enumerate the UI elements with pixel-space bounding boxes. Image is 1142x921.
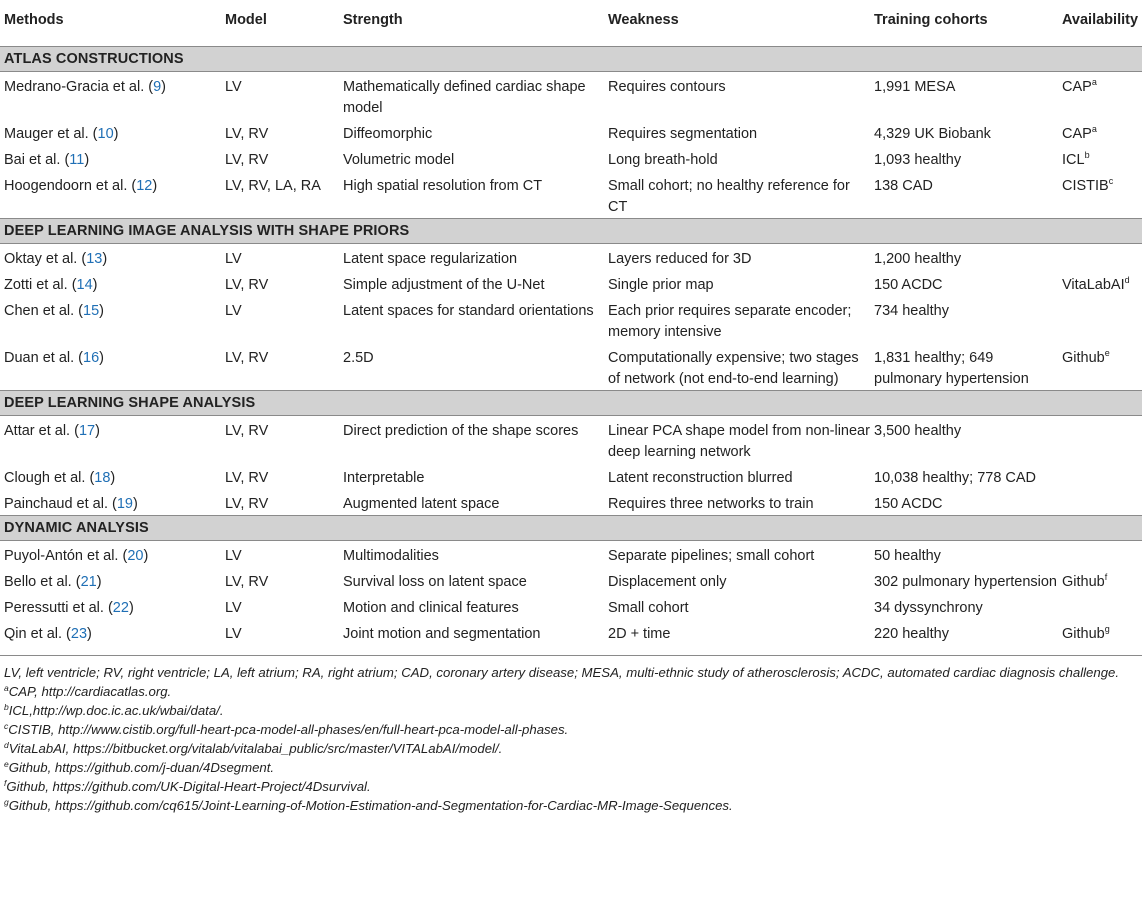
weakness-cell: Latent reconstruction blurred <box>608 470 793 486</box>
availability-cell <box>1058 619 1142 656</box>
training-cohort-cell: 734 healthy <box>874 303 949 319</box>
footnote-line <box>4 683 1138 701</box>
reference-link[interactable]: 12 <box>136 178 153 194</box>
availability-cell <box>1058 541 1142 568</box>
section-header-row <box>0 219 1142 244</box>
reference-link[interactable]: 21 <box>80 574 97 590</box>
section-header-row <box>0 516 1142 541</box>
footnote-text: CISTIB, http://www.cistib.org/full-heart-pca-model-all-phases/en/full-heart-pca-model-all-phases. <box>8 722 569 737</box>
footnote-text: Github, https://github.com/cq615/Joint-Learning-of-Motion-Estimation-and-Segmentation-for-Cardiac-MR-Image-Sequences. <box>8 798 733 813</box>
availability-cell <box>1058 270 1142 296</box>
table-row <box>0 416 1142 464</box>
method-cell: Duan et al. (16) <box>4 350 104 366</box>
model-cell: LV <box>225 79 242 95</box>
footnote-marker: c <box>1108 176 1114 186</box>
strength-cell: Augmented latent space <box>343 496 500 512</box>
method-cell: Attar et al. (17) <box>4 423 100 439</box>
weakness-cell: Displacement only <box>608 574 727 590</box>
table-row <box>0 567 1142 593</box>
strength-cell: Survival loss on latent space <box>343 574 527 590</box>
availability-cell <box>1058 171 1142 219</box>
method-cell: Oktay et al. (13) <box>4 251 108 267</box>
author-text: Bai et al. <box>4 152 61 168</box>
footnote-line <box>4 664 1138 682</box>
author-text: Duan et al. <box>4 350 75 366</box>
training-cohort-cell: 138 CAD <box>874 178 933 194</box>
header-training-cohorts: Training cohorts <box>870 0 1058 47</box>
weakness-cell: Requires three networks to train <box>608 496 814 512</box>
training-cohort-cell: 1,991 MESA <box>874 79 956 95</box>
author-text: Painchaud et al. <box>4 496 108 512</box>
training-cohort-cell: 150 ACDC <box>874 496 943 512</box>
table-row <box>0 296 1142 343</box>
strength-cell: Mathematically defined cardiac shape model <box>343 79 586 116</box>
author-text: Chen et al. <box>4 303 75 319</box>
training-cohort-cell: 302 pulmonary hypertension <box>874 574 1057 590</box>
footnote-marker: e <box>4 759 9 769</box>
strength-cell: Multimodalities <box>343 548 439 564</box>
footnote-marker: a <box>1091 124 1097 134</box>
author-text: Zotti et al. <box>4 277 68 293</box>
weakness-cell: 2D + time <box>604 619 870 656</box>
footnote-line <box>4 778 1138 796</box>
training-cohort-cell: 150 ACDC <box>874 277 943 293</box>
table-row <box>0 119 1142 145</box>
footnote-line <box>4 721 1138 739</box>
footnote-marker: d <box>4 740 9 750</box>
footnote-line <box>4 702 1138 720</box>
section-title: ATLAS CONSTRUCTIONS <box>0 47 1142 72</box>
table-row <box>0 244 1142 271</box>
availability-text: Github <box>1062 626 1105 642</box>
availability-cell <box>1058 296 1142 343</box>
header-availability: Availability <box>1058 0 1142 47</box>
footnote-line <box>4 740 1138 758</box>
footnote-marker: b <box>4 702 9 712</box>
reference-link[interactable]: 11 <box>69 152 85 168</box>
method-cell: Painchaud et al. (19) <box>4 496 138 512</box>
model-cell: LV, RV <box>225 350 269 366</box>
header-methods: Methods <box>0 0 221 47</box>
footnote-marker: f <box>4 778 7 788</box>
strength-cell: 2.5D <box>343 350 374 366</box>
author-text: Medrano-Gracia et al. <box>4 79 145 95</box>
availability-cell <box>1058 119 1142 145</box>
weakness-cell: Small cohort; no healthy reference for CT <box>608 178 850 215</box>
method-cell: Hoogendoorn et al. (12) <box>4 178 158 194</box>
table-header-row <box>0 0 1142 47</box>
table-row <box>0 541 1142 568</box>
reference-link[interactable]: 13 <box>86 251 103 267</box>
footnote-marker: d <box>1124 275 1130 285</box>
model-cell: LV <box>225 600 242 616</box>
strength-cell: Latent spaces for standard orientations <box>343 303 594 319</box>
footnote-line <box>4 759 1138 777</box>
strength-cell: Direct prediction of the shape scores <box>343 423 579 439</box>
weakness-cell: Computationally expensive; two stages of network (not end-to-end learning) <box>608 350 859 387</box>
footnote-marker: f <box>1104 572 1108 582</box>
availability-text: CISTIB <box>1062 178 1109 194</box>
reference-link[interactable]: 17 <box>78 423 96 439</box>
header-weakness: Weakness <box>604 0 870 47</box>
header-strength: Strength <box>339 0 604 47</box>
strength-cell: Volumetric model <box>343 152 455 168</box>
training-cohort-cell: 220 healthy <box>870 619 1058 656</box>
weakness-cell: Long breath-hold <box>608 152 718 168</box>
availability-text: VitaLabAI <box>1062 277 1125 293</box>
footnote-line <box>4 797 1138 815</box>
reference-link[interactable]: 15 <box>83 303 100 319</box>
footnote-marker: c <box>4 721 9 731</box>
reference-link[interactable]: 20 <box>127 548 144 564</box>
table-row <box>0 489 1142 516</box>
footnote-text: CAP, http://cardiacatlas.org. <box>8 684 172 699</box>
availability-cell <box>1058 145 1142 171</box>
model-cell: LV, RV <box>225 496 269 512</box>
strength-cell: Simple adjustment of the U-Net <box>343 277 545 293</box>
availability-cell <box>1058 463 1142 489</box>
strength-cell: Latent space regularization <box>343 251 518 267</box>
author-text: Puyol-Antón et al. <box>4 548 119 564</box>
availability-cell <box>1058 593 1142 619</box>
footnote-marker: a <box>4 683 9 693</box>
model-cell: LV <box>221 619 339 656</box>
method-cell: Bai et al. (11) <box>4 152 90 168</box>
author-text: Bello et al. <box>4 574 72 590</box>
availability-cell <box>1058 244 1142 271</box>
method-cell: Mauger et al. (10) <box>4 126 119 142</box>
model-cell: LV, RV <box>225 126 269 142</box>
reference-link[interactable]: 22 <box>112 600 129 616</box>
method-cell: Bello et al. (21) <box>4 574 102 590</box>
table-row <box>0 145 1142 171</box>
strength-cell: Diffeomorphic <box>343 126 433 142</box>
reference-link[interactable]: 18 <box>94 470 111 486</box>
table-row <box>0 463 1142 489</box>
strength-cell: Joint motion and segmentation <box>339 619 604 656</box>
header-model: Model <box>221 0 339 47</box>
weakness-cell: Requires segmentation <box>608 126 758 142</box>
availability-text: CAP <box>1062 126 1092 142</box>
training-cohort-cell: 10,038 healthy; 778 CAD <box>874 470 1037 486</box>
availability-text: Github <box>1062 350 1105 366</box>
method-cell: Peressutti et al. (22) <box>4 600 134 616</box>
author-text: Mauger et al. <box>4 126 89 142</box>
section-header-row <box>0 391 1142 416</box>
training-cohort-cell: 1,200 healthy <box>874 251 962 267</box>
reference-link[interactable]: 16 <box>83 350 100 366</box>
table-row <box>0 343 1142 391</box>
availability-text: CAP <box>1062 79 1092 95</box>
model-cell: LV, RV <box>225 470 269 486</box>
footnote-text: Github, https://github.com/UK-Digital-Heart-Project/4Dsurvival. <box>6 779 371 794</box>
method-cell: Chen et al. (15) <box>4 303 104 319</box>
model-cell: LV, RV <box>225 152 269 168</box>
availability-cell <box>1058 489 1142 516</box>
training-cohort-cell: 1,831 healthy; 649 pulmonary hypertension <box>874 350 1029 387</box>
method-cell: Puyol-Antón et al. (20) <box>4 548 149 564</box>
model-cell: LV <box>225 548 242 564</box>
reference-link[interactable]: 19 <box>116 496 133 512</box>
section-title: DYNAMIC ANALYSIS <box>0 516 1142 541</box>
section-title: DEEP LEARNING SHAPE ANALYSIS <box>0 391 1142 416</box>
availability-cell <box>1058 72 1142 120</box>
availability-cell <box>1058 343 1142 391</box>
table-row <box>0 72 1142 120</box>
footnote-marker: e <box>1104 348 1110 358</box>
weakness-cell: Small cohort <box>608 600 689 616</box>
table-row <box>0 171 1142 219</box>
table-body <box>0 47 1142 656</box>
weakness-cell: Each prior requires separate encoder; memory intensive <box>608 303 852 340</box>
table-footnotes <box>0 656 1142 815</box>
strength-cell: Motion and clinical features <box>343 600 519 616</box>
model-cell: LV <box>225 251 242 267</box>
table-row <box>0 619 1142 656</box>
training-cohort-cell: 3,500 healthy <box>874 423 962 439</box>
weakness-cell: Linear PCA shape model from non-linear deep learning network <box>608 423 870 460</box>
method-cell: Zotti et al. (14) <box>4 277 98 293</box>
author-text: Peressutti et al. <box>4 600 104 616</box>
strength-cell: High spatial resolution from CT <box>343 178 543 194</box>
training-cohort-cell: 1,093 healthy <box>874 152 962 168</box>
availability-text: Github <box>1062 574 1105 590</box>
author-text: Oktay et al. <box>4 251 78 267</box>
reference-link[interactable]: 23 <box>70 626 88 642</box>
model-cell: LV <box>225 303 242 319</box>
reference-link[interactable]: 14 <box>76 277 93 293</box>
method-cell: Clough et al. (18) <box>4 470 116 486</box>
weakness-cell: Single prior map <box>608 277 714 293</box>
section-title: DEEP LEARNING IMAGE ANALYSIS WITH SHAPE PRIORS <box>0 219 1142 244</box>
model-cell: LV, RV <box>225 574 269 590</box>
author-text: Hoogendoorn et al. <box>4 178 128 194</box>
availability-cell <box>1058 567 1142 593</box>
availability-text: ICL <box>1062 152 1085 168</box>
strength-cell: Interpretable <box>343 470 425 486</box>
model-cell: LV, RV <box>225 277 269 293</box>
weakness-cell: Separate pipelines; small cohort <box>608 548 815 564</box>
footnote-marker: b <box>1084 150 1090 160</box>
training-cohort-cell: 34 dyssynchrony <box>874 600 983 616</box>
footnote-text: VitaLabAI, https://bitbucket.org/vitalab/vitalabai_public/src/master/VITALabAI/model/. <box>8 741 503 756</box>
footnote-marker: g <box>1104 624 1110 634</box>
footnote-text: LV, left ventricle; RV, right ventricle; LA, left atrium; RA, right atrium; CAD, coronary artery disease; MESA, multi-ethnic study of atherosclerosis; ACDC, automated cardiac diagnosis challenge. <box>4 665 1120 680</box>
footnote-marker: a <box>1091 77 1097 87</box>
method-cell: Qin et al. (23) <box>0 619 221 656</box>
weakness-cell: Layers reduced for 3D <box>608 251 752 267</box>
reference-link[interactable]: 10 <box>97 126 114 142</box>
footnote-text: ICL,http://wp.doc.ic.ac.uk/wbai/data/. <box>8 703 224 718</box>
author-text: Clough et al. <box>4 470 86 486</box>
footnote-marker: g <box>4 797 9 807</box>
availability-cell <box>1058 416 1142 464</box>
footnote-text: Github, https://github.com/j-duan/4Dsegment. <box>8 760 275 775</box>
section-header-row <box>0 47 1142 72</box>
method-cell: Medrano-Gracia et al. (9) <box>4 79 167 95</box>
training-cohort-cell: 50 healthy <box>874 548 941 564</box>
reference-link[interactable]: 9 <box>153 79 162 95</box>
model-cell: LV, RV, LA, RA <box>225 178 321 194</box>
table-row <box>0 593 1142 619</box>
model-cell: LV, RV <box>225 423 269 439</box>
weakness-cell: Requires contours <box>608 79 726 95</box>
author-text: Attar et al. <box>4 423 71 439</box>
author-text: Qin et al. <box>4 626 63 642</box>
training-cohort-cell: 4,329 UK Biobank <box>874 126 991 142</box>
table-row <box>0 270 1142 296</box>
